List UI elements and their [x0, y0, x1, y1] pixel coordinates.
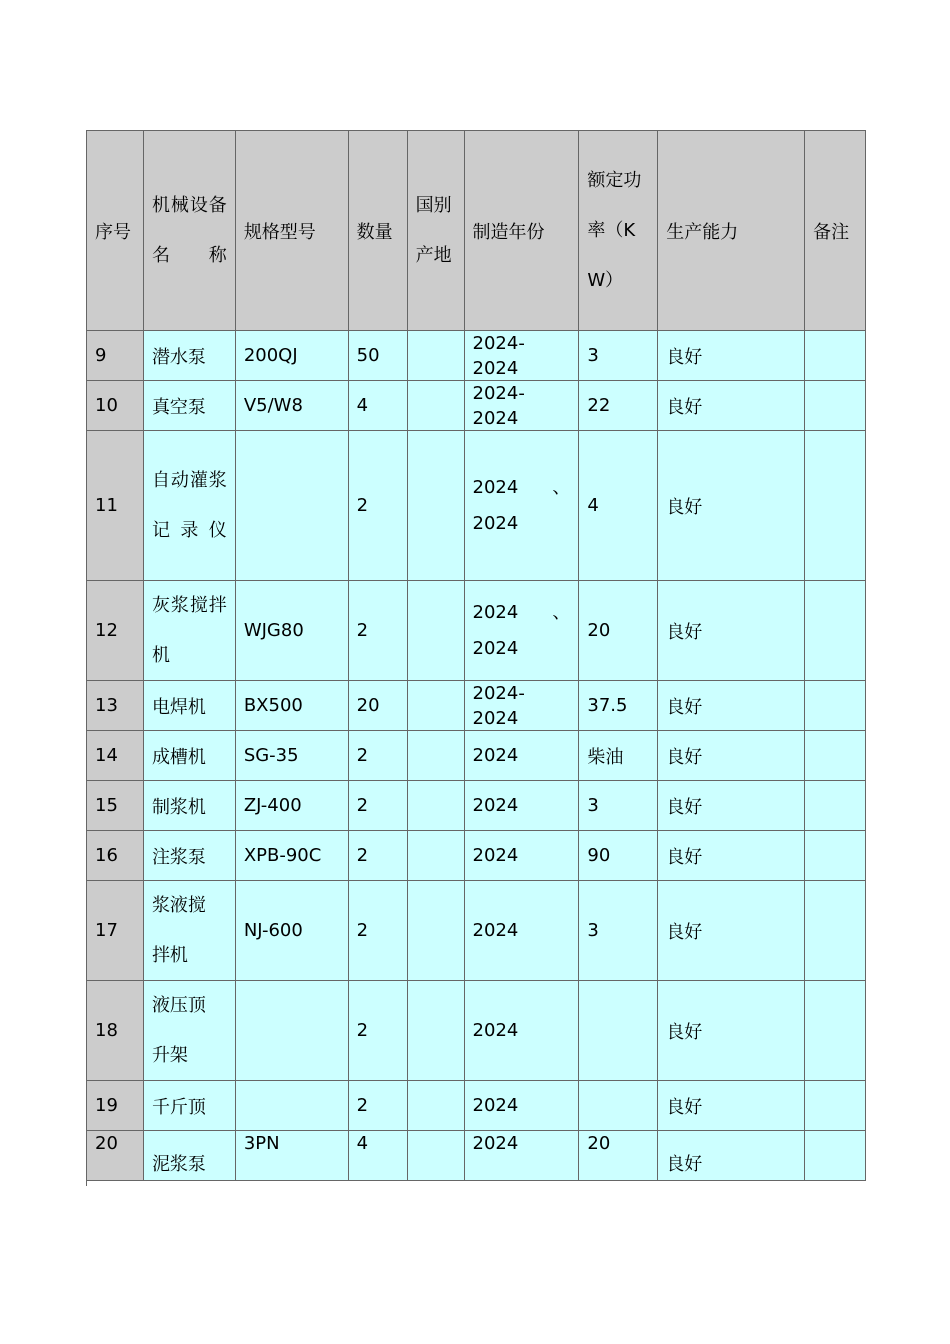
cell-year: 2024-2024 — [465, 381, 580, 431]
cell-model: ZJ-400 — [236, 781, 349, 831]
cell-seq: 13 — [87, 681, 144, 731]
cell-capacity: 良好 — [658, 981, 805, 1081]
cell-capacity: 良好 — [658, 881, 805, 981]
cell-origin — [408, 781, 465, 831]
cell-name: 自动灌浆记录仪 — [144, 431, 236, 581]
cell-origin — [408, 981, 465, 1081]
cell-seq: 12 — [87, 581, 144, 681]
cell-name: 真空泵 — [144, 381, 236, 431]
cell-year: 2024-2024 — [465, 331, 580, 381]
cell-qty: 50 — [349, 331, 408, 381]
cell-model: 200QJ — [236, 331, 349, 381]
cell-remark — [805, 981, 866, 1081]
cell-qty: 4 — [349, 1131, 408, 1181]
cell-remark — [805, 831, 866, 881]
cell-capacity: 良好 — [658, 331, 805, 381]
cell-model: BX500 — [236, 681, 349, 731]
cell-seq: 10 — [87, 381, 144, 431]
table-header-row — [87, 131, 866, 331]
cell-origin — [408, 681, 465, 731]
cell-seq: 11 — [87, 431, 144, 581]
cell-origin — [408, 881, 465, 981]
cell-power: 3 — [579, 331, 658, 381]
cell-power: 3 — [579, 881, 658, 981]
cell-origin — [408, 381, 465, 431]
table-row — [87, 381, 866, 431]
cell-model: SG-35 — [236, 731, 349, 781]
table-row — [87, 781, 866, 831]
cell-year: 2024 — [465, 831, 580, 881]
cell-power — [579, 1081, 658, 1131]
cell-qty: 2 — [349, 781, 408, 831]
cell-name: 液压顶升架 — [144, 981, 236, 1081]
cell-year: 2024 — [465, 781, 580, 831]
cell-qty: 20 — [349, 681, 408, 731]
cell-origin — [408, 731, 465, 781]
cell-name: 千斤顶 — [144, 1081, 236, 1131]
cell-remark — [805, 731, 866, 781]
cell-capacity: 良好 — [658, 1131, 805, 1181]
table-row — [87, 581, 866, 681]
cell-origin — [408, 831, 465, 881]
cell-model: WJG80 — [236, 581, 349, 681]
cell-year: 2024 — [465, 1131, 580, 1181]
cell-year: 2024-2024 — [465, 681, 580, 731]
cell-model — [236, 981, 349, 1081]
cell-capacity: 良好 — [658, 681, 805, 731]
cell-year: 2024 — [465, 731, 580, 781]
cell-seq: 18 — [87, 981, 144, 1081]
cell-seq: 19 — [87, 1081, 144, 1131]
table-row — [87, 1131, 866, 1181]
cell-model: XPB-90C — [236, 831, 349, 881]
cell-model: V5/W8 — [236, 381, 349, 431]
header-name: 机械设备名称 — [144, 131, 236, 331]
cell-name: 潜水泵 — [144, 331, 236, 381]
cell-power: 37.5 — [579, 681, 658, 731]
cell-power: 20 — [579, 581, 658, 681]
cell-capacity: 良好 — [658, 731, 805, 781]
cell-qty: 2 — [349, 731, 408, 781]
cell-power — [579, 981, 658, 1081]
cell-seq: 17 — [87, 881, 144, 981]
cell-remark — [805, 881, 866, 981]
cell-model: 3PN — [236, 1131, 349, 1181]
cell-power: 22 — [579, 381, 658, 431]
cell-capacity: 良好 — [658, 431, 805, 581]
cell-qty: 2 — [349, 1081, 408, 1131]
cell-origin — [408, 431, 465, 581]
cell-model — [236, 1081, 349, 1131]
table-row — [87, 981, 866, 1081]
cell-power: 柴油 — [579, 731, 658, 781]
cell-qty: 2 — [349, 431, 408, 581]
cell-capacity: 良好 — [658, 831, 805, 881]
header-qty: 数量 — [349, 131, 408, 331]
cell-seq: 9 — [87, 331, 144, 381]
cell-year: 2024 — [465, 881, 580, 981]
cell-origin — [408, 1081, 465, 1131]
cell-name: 注浆泵 — [144, 831, 236, 881]
cell-remark — [805, 681, 866, 731]
cell-name: 成槽机 — [144, 731, 236, 781]
cell-remark — [805, 331, 866, 381]
cell-year: 2024、2024 — [465, 581, 580, 681]
equipment-table — [86, 130, 866, 1186]
cell-origin — [408, 331, 465, 381]
cell-power: 3 — [579, 781, 658, 831]
table-row — [87, 331, 866, 381]
cell-name: 灰浆搅拌机 — [144, 581, 236, 681]
cell-name: 浆液搅拌机 — [144, 881, 236, 981]
cell-qty: 2 — [349, 981, 408, 1081]
cell-year: 2024 — [465, 981, 580, 1081]
table-row — [87, 681, 866, 731]
cell-capacity: 良好 — [658, 1081, 805, 1131]
header-remark: 备注 — [805, 131, 866, 331]
cell-remark — [805, 1081, 866, 1131]
header-seq: 序号 — [87, 131, 144, 331]
header-model: 规格型号 — [236, 131, 349, 331]
cell-power: 20 — [579, 1131, 658, 1181]
cell-power: 90 — [579, 831, 658, 881]
cell-remark — [805, 781, 866, 831]
table-row — [87, 431, 866, 581]
cell-name: 泥浆泵 — [144, 1131, 236, 1181]
cell-seq: 16 — [87, 831, 144, 881]
cell-remark — [805, 431, 866, 581]
cell-capacity: 良好 — [658, 381, 805, 431]
cell-power: 4 — [579, 431, 658, 581]
cell-qty: 2 — [349, 881, 408, 981]
cell-qty: 4 — [349, 381, 408, 431]
cell-qty: 2 — [349, 831, 408, 881]
cell-year: 2024 — [465, 1081, 580, 1131]
cell-capacity: 良好 — [658, 781, 805, 831]
cell-model: NJ-600 — [236, 881, 349, 981]
cell-capacity: 良好 — [658, 581, 805, 681]
table-row — [87, 731, 866, 781]
cell-model — [236, 431, 349, 581]
table-row — [87, 831, 866, 881]
cell-qty: 2 — [349, 581, 408, 681]
cell-origin — [408, 581, 465, 681]
table-row — [87, 1081, 866, 1131]
table-row — [87, 881, 866, 981]
cell-name: 制浆机 — [144, 781, 236, 831]
cell-remark — [805, 381, 866, 431]
cell-seq: 14 — [87, 731, 144, 781]
cell-remark — [805, 581, 866, 681]
header-year: 制造年份 — [465, 131, 580, 331]
cell-year: 2024、2024 — [465, 431, 580, 581]
cell-origin — [408, 1131, 465, 1181]
cell-remark — [805, 1131, 866, 1181]
header-power: 额定功率（KW） — [579, 131, 658, 331]
cell-name: 电焊机 — [144, 681, 236, 731]
header-origin: 国别产地 — [408, 131, 465, 331]
cell-seq: 20 — [87, 1131, 144, 1181]
header-capacity: 生产能力 — [658, 131, 805, 331]
cell-seq: 15 — [87, 781, 144, 831]
